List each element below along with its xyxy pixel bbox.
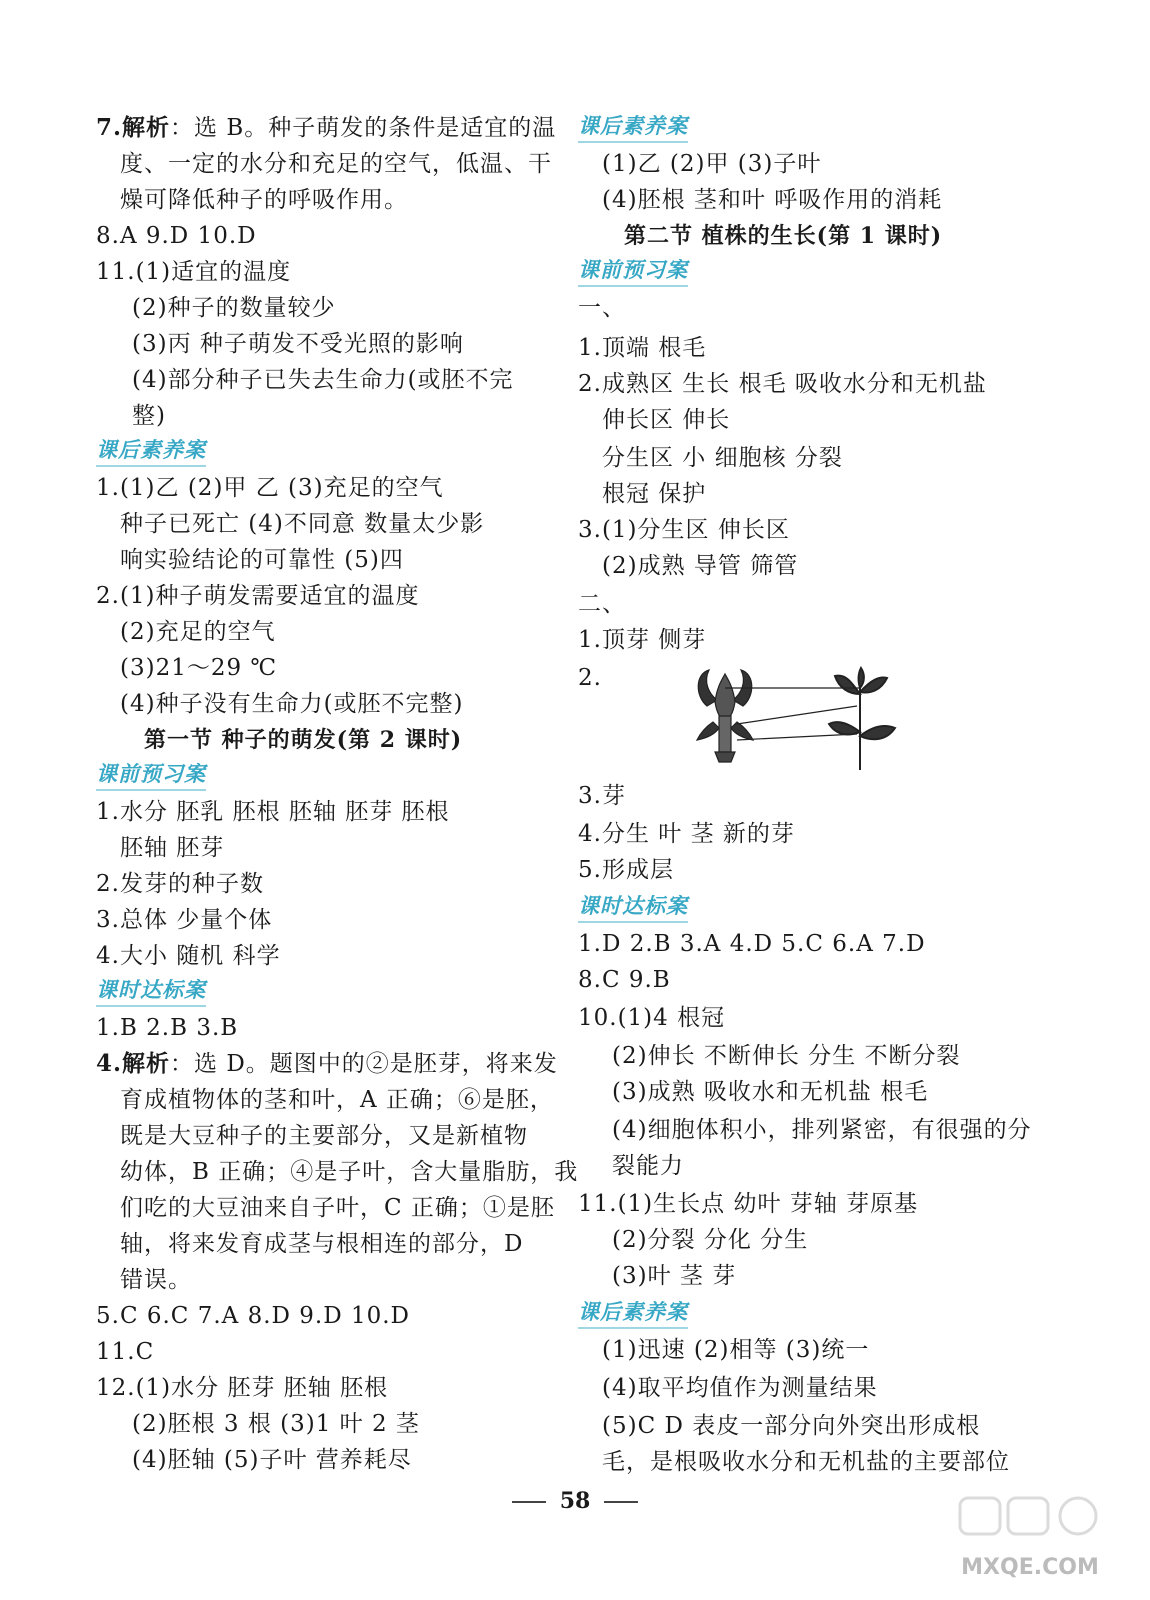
answer-line: 1.B 2.B 3.B — [96, 1015, 239, 1041]
analysis-label: 4.解析 — [96, 1050, 171, 1077]
answer-line: (2)种子的数量较少 — [132, 295, 336, 321]
answer-line: 种子已死亡 (4)不同意 数量太少影 — [120, 511, 485, 537]
answer-line: 2.(1)种子萌发需要适宜的温度 — [96, 583, 420, 609]
section-heading: 第一节 种子的萌发(第 2 课时) — [144, 727, 463, 753]
answer-line: 11.(1)生长点 幼叶 芽轴 芽原基 — [578, 1191, 919, 1217]
answer-line: 燥可降低种子的呼吸作用。 — [120, 187, 408, 213]
section-tag: 课前预习案 — [96, 760, 206, 791]
answer-line: 2.成熟区 生长 根毛 吸收水分和无机盐 — [578, 371, 987, 397]
footer-dash-left — [512, 1501, 546, 1503]
section-tag: 课后素养案 — [96, 436, 206, 467]
answer-line: 响实验结论的可靠性 (5)四 — [120, 547, 404, 573]
answer-line: (2)分裂 分化 分生 — [612, 1227, 809, 1253]
answer-line: 11.(1)适宜的温度 — [96, 259, 292, 285]
section-tag: 课后素养案 — [578, 1298, 688, 1329]
answer-line: 错误。 — [120, 1267, 192, 1293]
answer-line: (3)丙 种子萌发不受光照的影响 — [132, 331, 464, 357]
answer-line: (2)胚根 3 根 (3)1 叶 2 茎 — [132, 1411, 420, 1437]
answer-line: 1.顶端 根毛 — [578, 335, 707, 361]
bud-stem-figure — [685, 666, 905, 776]
section-tag: 课时达标案 — [96, 976, 206, 1007]
answer-line: 裂能力 — [612, 1153, 684, 1179]
answer-line: (4)部分种子已失去生命力(或胚不完 — [132, 367, 514, 393]
answer-line: 4.分生 叶 茎 新的芽 — [578, 821, 795, 847]
answer-line: (2)成熟 导管 筛管 — [602, 553, 799, 579]
answer-line: (4)取平均值作为测量结果 — [602, 1375, 878, 1401]
answer-line: 1.D 2.B 3.A 4.D 5.C 6.A 7.D — [578, 931, 926, 957]
answer-line: (4)细胞体积小，排列紧密，有很强的分 — [612, 1117, 1032, 1143]
answer-line: 12.(1)水分 胚芽 胚轴 胚根 — [96, 1375, 389, 1401]
answer-line: 毛，是根吸收水分和无机盐的主要部位 — [602, 1449, 1010, 1475]
answer-line: 胚轴 胚芽 — [120, 835, 225, 861]
answer-line: (1)乙 (2)甲 (3)子叶 — [602, 151, 822, 177]
answer-line: 8.A 9.D 10.D — [96, 223, 257, 249]
section-tag: 课时达标案 — [578, 892, 688, 923]
answer-line: 4.大小 随机 科学 — [96, 943, 281, 969]
watermark-text: MXQE.COM — [961, 1555, 1099, 1580]
answer-line: 2. — [578, 665, 602, 691]
page-number: 58 — [559, 1488, 591, 1514]
answer-line: (4)种子没有生命力(或胚不完整) — [120, 691, 464, 717]
answer-text: ：选 B。种子萌发的条件是适宜的温 — [170, 115, 557, 141]
stem-drawing — [829, 668, 895, 770]
answer-line: 轴，将来发育成茎与根相连的部分，D — [120, 1231, 524, 1257]
bud-drawing — [697, 670, 753, 762]
answer-line: 一、 — [578, 295, 626, 321]
answer-line: (2)伸长 不断伸长 分生 不断分裂 — [612, 1043, 961, 1069]
answer-line: 分生区 小 细胞核 分裂 — [602, 445, 843, 471]
answer-line: 们吃的大豆油来自子叶，C 正确；①是胚 — [120, 1195, 555, 1221]
answer-line: (3)21～29 ℃ — [120, 655, 278, 681]
answer-line: (3)成熟 吸收水和无机盐 根毛 — [612, 1079, 929, 1105]
answer-line: 11.C — [96, 1339, 155, 1365]
answer-line: (2)充足的空气 — [120, 619, 276, 645]
answer-line: 1.水分 胚乳 胚根 胚轴 胚芽 胚根 — [96, 799, 450, 825]
answer-line: 伸长区 伸长 — [602, 407, 731, 433]
answer-line: 既是大豆种子的主要部分，又是新植物 — [120, 1123, 528, 1149]
answer-line: 育成植物体的茎和叶，A 正确；⑥是胚， — [120, 1087, 554, 1113]
answer-line: 度、一定的水分和充足的空气，低温、干 — [120, 151, 552, 177]
answer-line: 二、 — [578, 591, 626, 617]
answer-line: 整) — [132, 403, 166, 429]
answer-line: 幼体，B 正确；④是子叶，含大量脂肪，我 — [120, 1159, 579, 1185]
answer-line: (4)胚根 茎和叶 呼吸作用的消耗 — [602, 187, 943, 213]
answer-text: ：选 D。题图中的②是胚芽，将来发 — [170, 1051, 558, 1077]
watermark-logo — [940, 1490, 1120, 1590]
answer-line: 5.形成层 — [578, 857, 674, 883]
answer-line: 8.C 9.B — [578, 967, 671, 993]
section-tag: 课前预习案 — [578, 256, 688, 287]
answer-line: 10.(1)4 根冠 — [578, 1005, 726, 1031]
answer-line: 3.芽 — [578, 783, 626, 809]
answer-line: 1.(1)乙 (2)甲 乙 (3)充足的空气 — [96, 475, 444, 501]
answer-line: (4)胚轴 (5)子叶 营养耗尽 — [132, 1447, 412, 1473]
footer-dash-right — [604, 1501, 638, 1503]
answer-line: 3.(1)分生区 伸长区 — [578, 517, 790, 543]
section-tag: 课后素养案 — [578, 112, 688, 143]
answer-line: (3)叶 茎 芽 — [612, 1263, 737, 1289]
answer-line: (1)迅速 (2)相等 (3)统一 — [602, 1337, 870, 1363]
section-heading: 第二节 植株的生长(第 1 课时) — [624, 223, 943, 249]
analysis-label: 7.解析 — [96, 114, 171, 141]
answer-line: 根冠 保护 — [602, 481, 707, 507]
answer-line: (5)C D 表皮一部分向外突出形成根 — [602, 1413, 981, 1439]
answer-line: 2.发芽的种子数 — [96, 871, 264, 897]
answer-line: 5.C 6.C 7.A 8.D 9.D 10.D — [96, 1303, 410, 1329]
answer-line — [96, 1048, 558, 1080]
answer-line: 1.顶芽 侧芽 — [578, 627, 707, 653]
answer-line: 3.总体 少量个体 — [96, 907, 273, 933]
answer-line — [96, 112, 556, 144]
